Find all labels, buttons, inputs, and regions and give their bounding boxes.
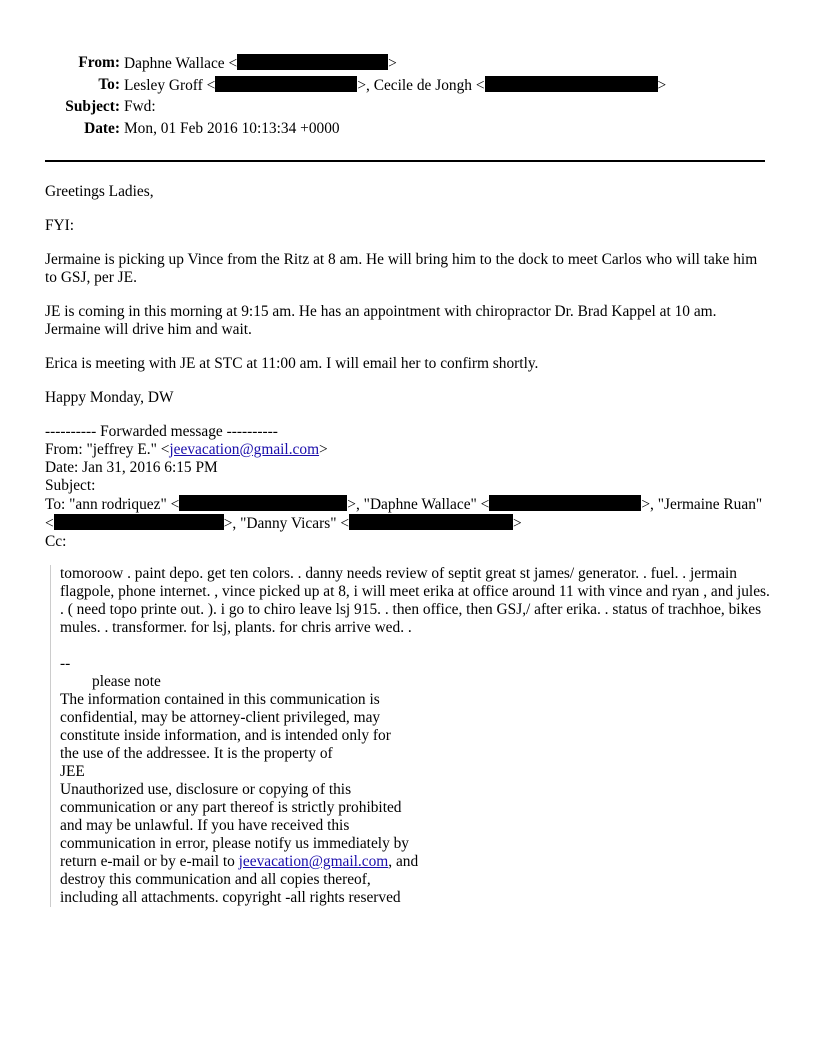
email-body	[45, 183, 765, 551]
signature-line: destroy this communication and all copies thereof,	[60, 871, 371, 888]
forward-subject: Subject:	[45, 477, 96, 494]
signature-line: The information contained in this communication is	[60, 691, 380, 708]
date-label: Date:	[84, 120, 120, 137]
signature-return-line	[60, 853, 772, 871]
to-row	[0, 76, 816, 98]
signature-line: confidential, may be attorney-client privileged, may	[60, 709, 381, 726]
redacted-email	[179, 495, 347, 511]
quoted-message	[50, 565, 772, 907]
forward-from	[45, 441, 765, 459]
signature-line: communication or any part thereof is strictly prohibited	[60, 799, 402, 816]
signature-return-suffix: , and	[388, 853, 419, 870]
signature-email-link[interactable]: jeevacation@gmail.com	[238, 853, 389, 870]
paragraph-3: Erica is meeting with JE at STC at 11:00 am. I will email her to confirm shortly.	[45, 355, 539, 372]
fyi-line: FYI:	[45, 217, 75, 234]
paragraph-1: Jermaine is picking up Vince from the Ritz at 8 am. He will bring him to the dock to meet Carlos who will take him to GSJ, per JE.	[45, 251, 758, 286]
from-name: Daphne Wallace <	[124, 55, 238, 72]
to-name-2: >, Cecile de Jongh <	[357, 77, 485, 94]
signature-dash: --	[60, 655, 71, 672]
forward-to-close: >	[513, 515, 522, 532]
forward-to-prefix: To: "ann rodriquez" <	[45, 496, 180, 513]
signature-note: please note	[92, 673, 161, 690]
greeting: Greetings Ladies,	[45, 183, 154, 200]
from-close: >	[388, 55, 397, 72]
signature-line: the use of the addressee. It is the property of	[60, 745, 333, 762]
signature-block	[60, 655, 772, 907]
signature-line: constitute inside information, and is intended only for	[60, 727, 391, 744]
signature-line: and may be unlawful. If you have received this	[60, 817, 350, 834]
quoted-text: tomoroow . paint depo. get ten colors. . danny needs review of septit great st james/ generator. . fuel. . jermain flagpole, phone internet. , vince picked up at 8, i will meet erika at office around 11 with vince and ryan , and jules. . ( need topo printe out. ). i go to chiro leave lsj 915. . then office, then GSJ,/ after erika. . status of trachhoe, bikes mules. . transformer. for lsj, plants. for chris arrive wed. .	[60, 565, 770, 636]
signature-line: JEE	[60, 763, 85, 780]
to-close: >	[657, 77, 667, 94]
forward-date: Date: Jan 31, 2016 6:15 PM	[45, 459, 218, 476]
forward-to	[45, 495, 765, 533]
signature-line: Unauthorized use, disclosure or copying of this	[60, 781, 352, 798]
date-value: Mon, 01 Feb 2016 10:13:34 +0000	[124, 120, 340, 137]
forward-from-email-link[interactable]: jeevacation@gmail.com	[169, 441, 320, 458]
from-row	[0, 54, 816, 76]
redacted-email	[349, 514, 513, 530]
forward-from-suffix: >	[319, 441, 328, 458]
redacted-email	[485, 76, 658, 92]
subject-value: Fwd:	[124, 98, 156, 115]
signoff: Happy Monday, DW	[45, 389, 174, 406]
forwarded-header	[45, 423, 765, 551]
forward-cc: Cc:	[45, 533, 67, 550]
from-label: From:	[78, 54, 120, 71]
signature-line: including all attachments. copyright -all rights reserved	[60, 889, 401, 906]
redacted-email	[215, 76, 357, 92]
to-label: To:	[98, 76, 120, 93]
to-value	[124, 76, 666, 95]
email-header	[0, 54, 816, 142]
forward-to-mid-3: >, "Danny Vicars" <	[223, 515, 349, 532]
redacted-email	[237, 54, 388, 70]
paragraph-2: JE is coming in this morning at 9:15 am. He has an appointment with chiropractor Dr. Brad Kappel at 10 am. Jermaine will drive him and wait.	[45, 303, 717, 338]
redacted-email	[489, 495, 641, 511]
redacted-email	[54, 514, 224, 530]
subject-row	[0, 98, 816, 120]
header-divider	[45, 160, 765, 162]
signature-return-prefix: return e-mail or by e-mail to	[60, 853, 239, 870]
from-value	[124, 54, 397, 73]
subject-label: Subject:	[65, 98, 120, 115]
to-name-1: Lesley Groff <	[124, 77, 216, 94]
forward-divider: ---------- Forwarded message ----------	[45, 423, 278, 440]
forward-from-prefix: From: "jeffrey E." <	[45, 441, 170, 458]
signature-line: communication in error, please notify us immediately by	[60, 835, 410, 852]
forward-to-mid-1: >, "Daphne Wallace" <	[347, 496, 490, 513]
date-row	[0, 120, 816, 142]
forward-to-mid-2: >, "Jermaine Ruan" <	[45, 496, 763, 532]
